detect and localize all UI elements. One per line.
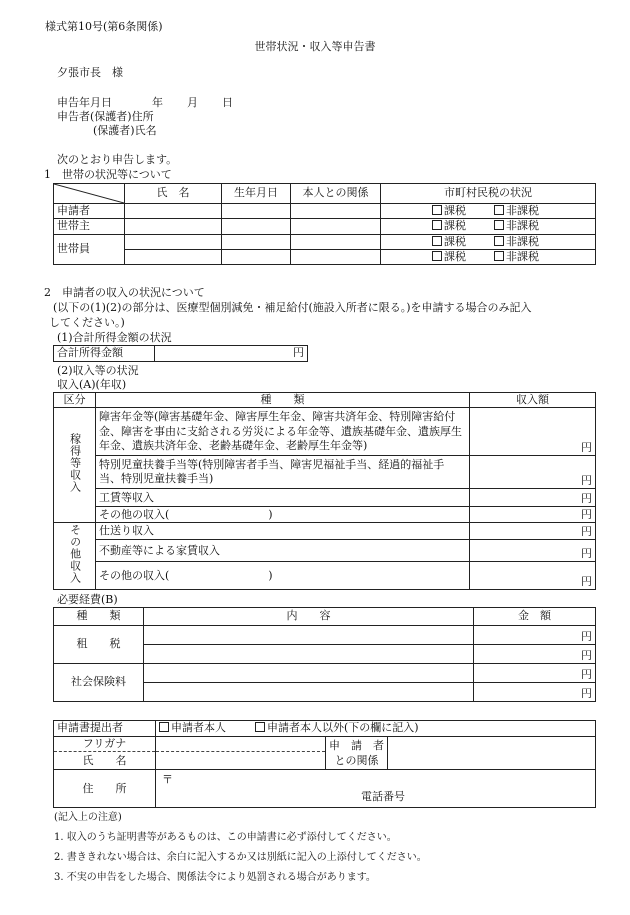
submitter-label: 申請書提出者 xyxy=(54,721,156,737)
birth-cell[interactable] xyxy=(222,234,291,249)
tax-exempt-option[interactable] xyxy=(494,204,539,217)
postal-mark: 〒 xyxy=(162,773,173,787)
tax-taxed-option[interactable] xyxy=(432,235,466,248)
furigana-field[interactable] xyxy=(156,737,326,752)
section2-note-line1: (以下の(1)(2)の部分は、医療型個別減免・補足給付(施設入所者に限る。)を申請する場合のみ記入 xyxy=(53,301,532,314)
col-exp-amount: 金 額 xyxy=(474,608,596,626)
tax-taxed-option-label: 課税 xyxy=(444,234,466,248)
name-cell[interactable] xyxy=(125,219,222,234)
checkbox-icon[interactable] xyxy=(432,220,442,230)
income-item-allowance: 特別児童扶養手当等(特別障害者手当、障害児福祉手当、経過的福祉手当、特別児童扶養手当) xyxy=(96,456,470,489)
checkbox-icon[interactable] xyxy=(255,722,265,732)
checkbox-icon[interactable] xyxy=(432,205,442,215)
col-shurui: 種 類 xyxy=(96,393,470,408)
applicant-address-label: 申告者(保護者)住所 xyxy=(57,110,154,123)
submitter-address-field[interactable] xyxy=(156,770,596,808)
income-item-rent: 不動産等による家賃収入 xyxy=(96,540,470,562)
row-label-member: 世帯員 xyxy=(54,234,125,265)
checkbox-icon[interactable] xyxy=(494,236,504,246)
col-kubun: 区分 xyxy=(54,393,96,408)
checkbox-icon[interactable] xyxy=(494,251,504,261)
yen-unit: 円 xyxy=(581,575,592,588)
birth-cell[interactable] xyxy=(222,219,291,234)
submitter-other-option[interactable]: 申請者本人以外(下の欄に記入) xyxy=(255,721,419,734)
tax-status-cell xyxy=(381,249,596,264)
birth-cell[interactable] xyxy=(222,249,291,264)
amount-cell[interactable] xyxy=(470,507,596,523)
yen-unit: 円 xyxy=(581,648,592,662)
table-row xyxy=(54,219,596,234)
amount-cell[interactable] xyxy=(470,456,596,489)
note-item: 2. 書ききれない場合は、余白に記入するか又は別紙に記入の上添付してください。 xyxy=(54,852,427,863)
table-row xyxy=(54,204,596,219)
submitter-options xyxy=(156,721,596,737)
section1-title: 1 世帯の状況等について xyxy=(44,168,172,181)
yen-unit: 円 xyxy=(293,346,304,360)
income-item-wages: 工賃等収入 xyxy=(96,489,470,507)
tax-status-cell xyxy=(381,234,596,249)
household-table xyxy=(53,183,596,265)
content-cell[interactable] xyxy=(144,683,474,702)
checkbox-icon[interactable] xyxy=(432,251,442,261)
note-item: 1. 収入のうち証明書等があるものは、この申請書に必ず添付してください。 xyxy=(54,832,397,843)
tax-exempt-option-label: 非課税 xyxy=(506,219,539,233)
submitter-name-label: 氏 名 xyxy=(54,752,156,770)
table-row xyxy=(54,626,596,645)
checkbox-icon[interactable] xyxy=(494,220,504,230)
amount-cell[interactable] xyxy=(470,489,596,507)
row-label-applicant: 申請者 xyxy=(54,204,125,219)
group-other-income: その他収入 xyxy=(54,523,96,590)
tax-taxed-option[interactable] xyxy=(432,204,466,217)
submitter-self-option[interactable]: 申請者本人 xyxy=(159,721,226,734)
name-cell[interactable] xyxy=(125,204,222,219)
tax-status-cell xyxy=(381,204,596,219)
income-item-remittance: 仕送り収入 xyxy=(96,523,470,540)
section2-note-line2: してください。) xyxy=(49,316,125,329)
note-item: 3. 不実の申告をした場合、関係法令により処罰される場合があります。 xyxy=(54,872,376,883)
birth-cell[interactable] xyxy=(222,204,291,219)
content-cell[interactable] xyxy=(144,664,474,683)
income-a-title: 収入(A)(年収) xyxy=(57,378,127,391)
submitter-name-field[interactable] xyxy=(156,752,326,770)
date-year-label: 年 xyxy=(152,96,163,109)
col-name: 氏 名 xyxy=(125,184,222,204)
phone-label: 電話番号 xyxy=(361,790,405,804)
subsection-1-title: (1)合計所得金額の状況 xyxy=(57,331,172,344)
amount-cell[interactable] xyxy=(474,626,596,645)
content-cell[interactable] xyxy=(144,626,474,645)
tax-taxed-option-label: 課税 xyxy=(444,249,466,263)
yen-unit: 円 xyxy=(581,667,592,681)
col-exp-content: 内 容 xyxy=(144,608,474,626)
amount-cell[interactable] xyxy=(474,683,596,702)
relation-cell[interactable] xyxy=(291,249,381,264)
income-table xyxy=(53,392,596,590)
tax-exempt-option[interactable] xyxy=(494,219,539,232)
table-row xyxy=(54,234,596,249)
amount-cell[interactable] xyxy=(470,408,596,456)
checkbox-icon[interactable] xyxy=(432,236,442,246)
furigana-label: フリガナ xyxy=(54,737,156,752)
yen-unit: 円 xyxy=(581,629,592,643)
yen-unit: 円 xyxy=(581,441,592,454)
relation-field[interactable] xyxy=(388,737,596,770)
amount-cell[interactable] xyxy=(474,664,596,683)
table-row xyxy=(54,456,596,489)
amount-cell[interactable] xyxy=(470,523,596,540)
table-row xyxy=(54,489,596,507)
income-item-pension: 障害年金等(障害基礎年金、障害厚生年金、障害共済年金、特別障害給付金、障害を事由に支給される労災による年金等、遺族基礎年金、遺族厚生年金、遺族共済年金、老齢基礎年金、老齢厚生年金等) xyxy=(96,408,470,456)
submitter-address-label: 住 所 xyxy=(54,770,156,808)
total-income-amount[interactable] xyxy=(155,346,308,362)
table-row xyxy=(54,507,596,523)
diagonal-header-cell xyxy=(54,184,125,204)
subsection-2-title: (2)収入等の状況 xyxy=(57,364,139,377)
notes-title: (記入上の注意) xyxy=(54,812,122,823)
tax-exempt-option[interactable] xyxy=(494,235,539,248)
checkbox-icon[interactable] xyxy=(159,722,169,732)
table-row xyxy=(54,664,596,683)
col-birthdate: 生年月日 xyxy=(222,184,291,204)
name-cell[interactable] xyxy=(125,234,222,249)
col-relation: 本人との関係 xyxy=(291,184,381,204)
date-label: 申告年月日 xyxy=(57,96,112,109)
submitter-table xyxy=(53,720,596,808)
checkbox-icon[interactable] xyxy=(494,205,504,215)
tax-exempt-option-label: 非課税 xyxy=(506,234,539,248)
relation-cell[interactable] xyxy=(291,219,381,234)
col-amount: 収入額 xyxy=(470,393,596,408)
form-number: 様式第10号(第6条関係) xyxy=(45,20,163,33)
form-title: 世帯状況・収入等申告書 xyxy=(254,40,376,53)
expenses-title: 必要経費(B) xyxy=(57,593,118,606)
row-label-head: 世帯主 xyxy=(54,219,125,234)
yen-unit: 円 xyxy=(581,547,592,560)
relation-cell[interactable] xyxy=(291,204,381,219)
tax-taxed-option[interactable] xyxy=(432,219,466,232)
yen-unit: 円 xyxy=(581,686,592,700)
tax-status-cell xyxy=(381,219,596,234)
yen-unit: 円 xyxy=(581,474,592,487)
tax-taxed-option-label: 課税 xyxy=(444,219,466,233)
expense-tax-label: 租 税 xyxy=(54,626,144,664)
table-row xyxy=(54,540,596,562)
col-tax-status: 市町村民税の状況 xyxy=(381,184,596,204)
table-row xyxy=(54,562,596,590)
yen-unit: 円 xyxy=(581,525,592,538)
table-row xyxy=(54,408,596,456)
tax-taxed-option[interactable] xyxy=(432,250,466,263)
group-earned-income: 稼得等収入 xyxy=(54,408,96,523)
relation-cell[interactable] xyxy=(291,234,381,249)
relation-label: 申 請 者 との関係 xyxy=(326,737,388,770)
expenses-table xyxy=(53,607,596,702)
table-row xyxy=(54,249,596,264)
income-item-other: その他の収入( ) xyxy=(96,507,470,523)
tax-exempt-option-label: 非課税 xyxy=(506,204,539,217)
content-cell[interactable] xyxy=(144,645,474,664)
col-exp-kind: 種 類 xyxy=(54,608,144,626)
addressee: 夕張市長 様 xyxy=(57,66,123,79)
tax-exempt-option-label: 非課税 xyxy=(506,249,539,263)
amount-cell[interactable] xyxy=(470,540,596,562)
yen-unit: 円 xyxy=(581,508,592,521)
total-income-table xyxy=(53,345,308,362)
table-row xyxy=(54,523,596,540)
amount-cell[interactable] xyxy=(470,562,596,590)
tax-exempt-option[interactable] xyxy=(494,250,539,263)
date-day-label: 日 xyxy=(222,96,233,109)
intro-text: 次のとおり申告します。 xyxy=(57,153,178,166)
yen-unit: 円 xyxy=(581,492,592,505)
amount-cell[interactable] xyxy=(474,645,596,664)
name-cell[interactable] xyxy=(125,249,222,264)
expense-insurance-label: 社会保険料 xyxy=(54,664,144,702)
total-income-label: 合計所得金額 xyxy=(54,346,155,362)
applicant-name-label: (保護者)氏名 xyxy=(93,124,157,137)
date-month-label: 月 xyxy=(187,96,198,109)
income-item-other2: その他の収入( ) xyxy=(96,562,470,590)
tax-taxed-option-label: 課税 xyxy=(444,204,466,217)
section2-title: 2 申請者の収入の状況について xyxy=(44,286,205,299)
